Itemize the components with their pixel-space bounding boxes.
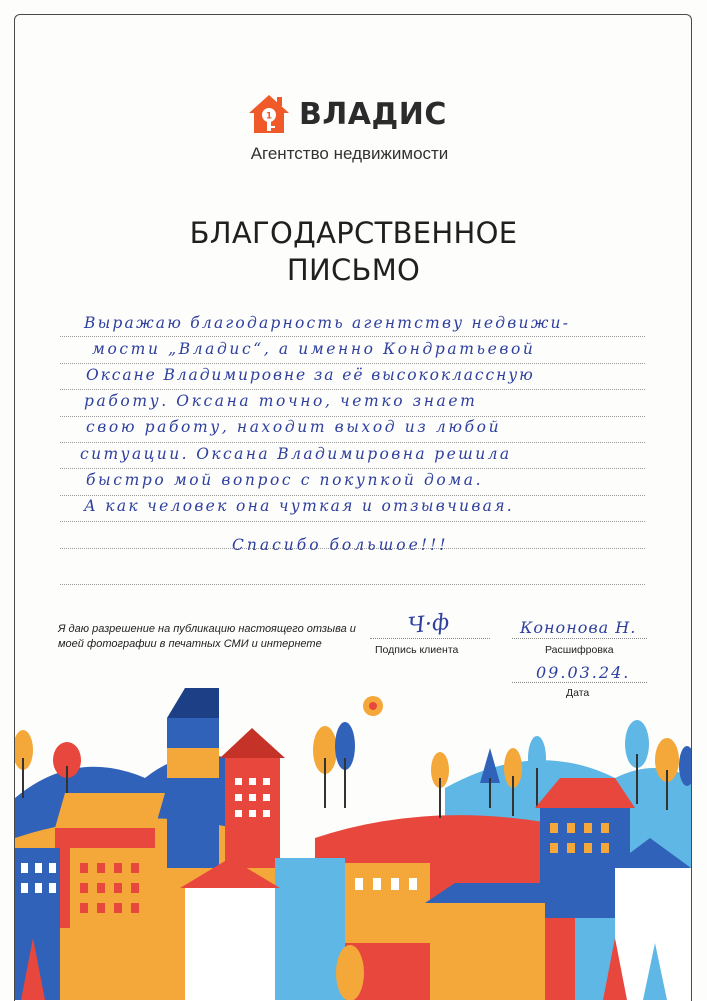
handwritten-line: работу. Оксана точно, четко знает — [84, 392, 478, 410]
ruled-line — [60, 363, 645, 364]
house-key-icon — [247, 93, 291, 135]
client-signature: Ч·ф — [406, 609, 451, 640]
handwritten-line: ситуации. Оксана Владимировна решила — [80, 445, 512, 463]
decoding-caption: Расшифровка — [545, 644, 614, 656]
city-illustration — [15, 688, 691, 1000]
handwritten-line: мости „Владис“, а именно Кондратьевой — [92, 340, 536, 358]
ruled-line — [60, 584, 645, 585]
ruled-line — [60, 495, 645, 496]
signature-caption: Подпись клиента — [375, 644, 459, 656]
ruled-line — [60, 389, 645, 390]
handwritten-line: Оксане Владимировне за её высококлассную — [86, 366, 535, 384]
publication-permission-text: Я даю разрешение на публикацию настоящего отзыва и моей фотографии в печатных СМИ и интернете — [58, 623, 356, 650]
ruled-line — [60, 416, 645, 417]
svg-text:1: 1 — [265, 111, 273, 122]
handwritten-line: А как человек она чуткая и отзывчивая. — [84, 497, 514, 515]
ruled-line — [60, 442, 645, 443]
date-caption: Дата — [566, 687, 590, 699]
decoding-line — [512, 638, 647, 639]
brand-name: ВЛАДИС — [299, 96, 447, 132]
ruled-line — [60, 336, 645, 337]
brand-tagline: Агентство недвижимости — [250, 144, 449, 163]
ruled-line — [60, 521, 645, 522]
signature-line — [370, 638, 490, 639]
date-line — [512, 682, 647, 683]
document-title-line-2: ПИСЬМО — [286, 253, 421, 287]
client-name-handwritten: Кононова Н. — [520, 618, 637, 637]
handwritten-closing: Спасибо большое!!! — [232, 536, 449, 554]
document-title-line-1: БЛАГОДАРСТВЕННОЕ — [189, 216, 518, 250]
date-handwritten: 09.03.24. — [536, 663, 631, 682]
brand-logo — [247, 93, 447, 135]
handwritten-line: быстро мой вопрос с покупкой дома. — [86, 471, 484, 489]
ruled-line — [60, 468, 645, 469]
handwritten-line: свою работу, находит выход из любой — [86, 418, 502, 436]
handwritten-line: Выражаю благодарность агентству недвижи- — [84, 314, 571, 332]
